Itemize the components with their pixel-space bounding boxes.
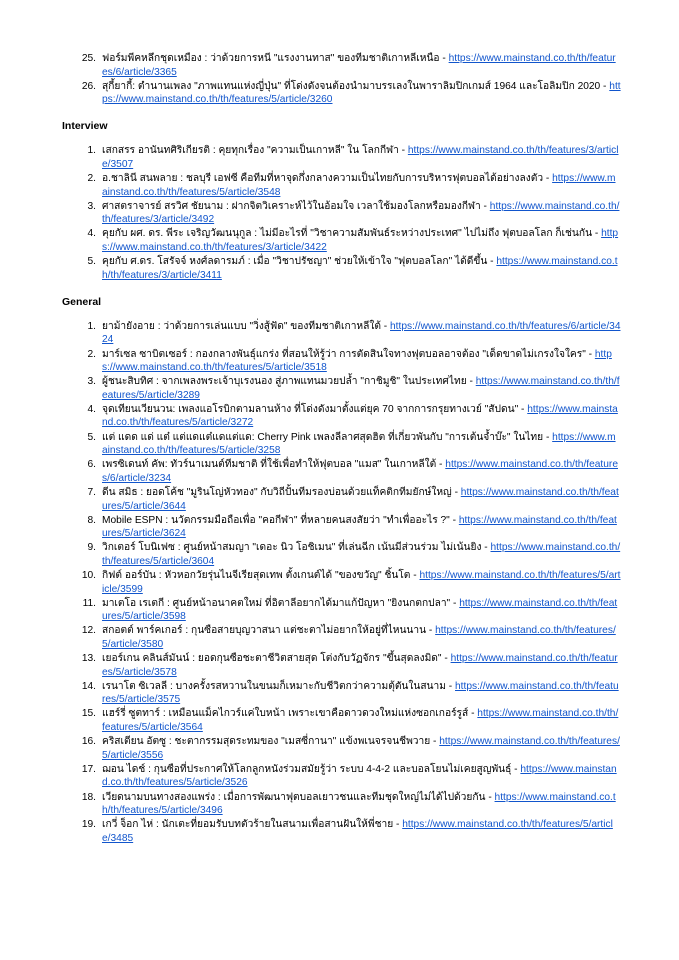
article-link[interactable]: https://www.mainstand.co.th/th/features/5/article/3604 (102, 542, 621, 567)
list-item-text: ยาม้ายังอาย : ว่าด้วยการเล่นแบบ "วิ่งสู้ฟัด" ของทีมชาติเกาหลีใต้ - (102, 320, 391, 332)
list-item-text: เกวี่ จ็อก ไห่ : นักเตะที่ยอมรับบทตัวร้ายในสนามเพื่อสานฝันให้พี่ชาย - (102, 819, 403, 831)
article-link[interactable]: https://www.mainstand.co.th/th/features/5/article/3624 (102, 514, 617, 540)
list-item-text: วิกเตอร์ โบนิเฟซ : ศูนย์หน้าสมญา "เดอะ นิว โอชิเมน" ที่เล่นฉีก เน้นมีส่วนร่วม ไม่เน้นยิง - (102, 542, 491, 554)
article-link[interactable]: https://www.mainstand.co.th/th/features/5/article/3575 (102, 680, 619, 706)
article-link[interactable]: https://www.mainstand.co.th/th/features/6/article/3234 (102, 459, 618, 484)
list-item-number: 5. (87, 256, 96, 268)
list-item-content (102, 707, 621, 734)
list-item (62, 735, 621, 762)
list-item (62, 80, 621, 107)
list-item-content (102, 348, 621, 375)
list-item-number: 18. (81, 791, 96, 803)
list-item-content (102, 144, 621, 171)
section-spacer (62, 283, 621, 296)
list-item-text: เรนาโต ซิเวลลี : บางครั้งรสหวานในขนมก็เหมาะกับชีวิตกว่าความตุ้ตันในสนาม - (102, 680, 456, 692)
list-item-number: 11. (82, 597, 96, 609)
list-item-content (102, 818, 621, 845)
list-item-text: ดีน สมิธ : ยอดโค้ช "มูรินโญ่หัวทอง" กับวิถีปั้นทีมรองบ่อนด้วยแท็คติกทีมยักษ์ใหญ่ - (102, 486, 461, 498)
list-item-text: จุดเทียนเวียนวน: เพลงแอโรบิกตามลานห้าง ที่โด่งดังมาตั้งแต่ยุค 70 จากการกรุยทางเวย์ "สัปดน" - (102, 403, 528, 415)
interview-list (62, 144, 621, 282)
list-item-content (102, 680, 621, 707)
list-item (62, 200, 621, 227)
list-item (62, 569, 621, 596)
list-item-number: 1. (87, 145, 96, 157)
list-item-content (102, 375, 621, 402)
list-item-number: 1. (87, 320, 96, 332)
list-item (62, 431, 621, 458)
list-item-number: 3. (87, 200, 96, 212)
list-item (62, 707, 621, 734)
list-item-text: ฟอร์มพีคหลึกชุดเหมือง : ว่าด้วยการหนี "แรงงานทาส" ของทีมชาติเกาหลีเหนือ - (102, 53, 449, 64)
list-item-content (102, 227, 621, 254)
list-item-number: 2. (87, 173, 96, 185)
list-item-content (102, 80, 621, 107)
list-item-content (102, 514, 621, 541)
list-item-text: เยอร์เกน คลินส์มันน์ : ยอดกุนซือชะตาชีวิตสายสุด โต่งกับวัฏจักร "ขึ้นสุดลงมิด" - (102, 653, 451, 665)
list-item-content (102, 791, 621, 818)
continued-numbered-list (62, 52, 621, 107)
list-item-content (102, 172, 621, 199)
article-link[interactable]: https://www.mainstand.co.th/th/features/5/article/3548 (102, 173, 616, 198)
list-item (62, 458, 621, 485)
list-item-number: 26. (81, 80, 96, 92)
list-item-text: มาเตโอ เรเตกี : ศูนย์หน้าอนาคตใหม่ ที่อิตาลีอยากได้มาแก้ปัญหา "ยิงนกตกปลา" - (102, 597, 460, 609)
section-heading-general: General (62, 295, 102, 308)
list-item (62, 255, 621, 282)
article-link[interactable]: https://www.mainstand.co.th/th/features/5/article/3485 (102, 819, 613, 844)
list-item (62, 818, 621, 845)
section-spacer (62, 133, 621, 144)
list-item-content (102, 597, 621, 624)
list-item-content (102, 569, 621, 596)
list-item-content (102, 403, 621, 430)
list-item-text: สุกี้ยากี้: ตำนานเพลง "ภาพแทนแห่งญี่ปุ่น" ที่โด่งดังจนต้องนำมาบรรเลงในพาราลิมปิกเกมส์ 1964 และโอลิมปิก 2020 - (102, 80, 610, 92)
list-item-number: 16. (81, 736, 96, 748)
list-item (62, 227, 621, 254)
list-item-number: 7. (87, 486, 96, 498)
article-link[interactable]: https://www.mainstand.co.th/th/features/5/article/3258 (102, 431, 616, 457)
list-item-text: เวียดนามบนทางสองแพร่ง : เมื่อการพัฒนาฟุตบอลเยาวชนและทีมชุดใหญ่ไม่ได้ไปด้วยกัน - (102, 791, 495, 803)
article-link[interactable]: https://www.mainstand.co.th/th/features/5/article/3578 (102, 653, 618, 678)
article-link[interactable]: https://www.mainstand.co.th/th/features/5/article/3580 (102, 625, 616, 650)
article-link[interactable]: https://www.mainstand.co.th/th/features/5/article/3644 (102, 486, 619, 512)
list-item-content (102, 52, 621, 79)
list-item-number: 15. (81, 708, 96, 720)
general-list (62, 320, 621, 846)
article-link[interactable]: https://www.mainstand.co.th/th/features/5/article/3564 (102, 708, 619, 734)
list-item (62, 652, 621, 679)
list-item-number: 12. (81, 625, 96, 637)
article-link[interactable]: https://www.mainstand.co.th/th/features/5/article/3496 (102, 791, 616, 817)
list-item-number: 3. (87, 376, 96, 388)
list-item-number: 4. (87, 403, 96, 415)
article-link[interactable]: https://www.mainstand.co.th/th/features/5/article/3518 (102, 348, 612, 374)
list-item-content (102, 735, 621, 762)
article-link[interactable]: https://www.mainstand.co.th/th/features/3/article/3411 (102, 256, 618, 281)
list-item-text: แฮร์รี่ ซูตทาร์ : เหมือนแม็คไกวร์แค่ใบหน้า เพราะเขาคือดาวดวงใหม่แห่งซอกเกอร์รูส์ - (102, 708, 478, 720)
list-item-number: 17. (81, 763, 96, 775)
list-item-text: อ.ชาลินี สนพลาย : ชลบุรี เอฟซี คือทีมที่หาจุดกึ่งกลางความเป็นไทยกับการบริหารฟุตบอลได้อย่างลงตัว - (102, 173, 553, 185)
article-link[interactable]: https://www.mainstand.co.th/th/features/6/article/3424 (102, 320, 621, 346)
list-item-text: Mobile ESPN : นวัตกรรมมือถือเพื่อ "คอกีฬา" ที่หลายคนสงสัยว่า "ทำเพื่ออะไร ?" - (102, 514, 459, 526)
list-item-text: มาร์เซล ซาบิตเซอร์ : กองกลางพันธุ์แกร่ง ที่สอนให้รู้ว่า การตัดสินใจทางฟุตบอลอาจต้อง "เด็ดขาดไม่เกรงใจใคร" - (102, 348, 595, 360)
article-link[interactable]: https://www.mainstand.co.th/th/features/3/article/3507 (102, 145, 619, 170)
list-item-number: 14. (81, 680, 96, 692)
list-item-text: แต่ แดด แด่ แต๋ แต่แดแต๋แดแต่แด: Cherry Pink เพลงลีลาศสุดฮิต ที่เกี่ยวพันกับ "การเต้นจ้ำบ๊ะ" ในไทย - (102, 431, 553, 443)
list-item-content (102, 486, 621, 513)
list-item (62, 403, 621, 430)
list-item (62, 486, 621, 513)
list-item-content (102, 652, 621, 679)
article-link[interactable]: https://www.mainstand.co.th/th/features/6/article/3365 (102, 53, 616, 78)
list-item-number: 2. (87, 348, 96, 360)
list-item-text: คุยกับ ศ.ดร. โสรัจจ์ หงศ์ลดารมภ์ : เมื่อ "วิชาปรัชญา" ช่วยให้เข้าใจ "ฟุตบอลโลก" ได้ดีขึ้น - (102, 256, 497, 268)
list-item-text: ศาสตราจารย์ สรวิศ ชัยนาม : ฝากจิตวิเคราะห์ไว้ในอ้อมใจ เวลาใช้มองโลกหรือมองกีฬา - (102, 200, 490, 212)
list-item-text: คริสเตียน อัตซู : ชะตากรรมสุดระทมของ "เมสซี่กานา" แข้งพเนจรจนชีพวาย - (102, 736, 440, 748)
list-item-content (102, 255, 621, 282)
list-item-content (102, 458, 621, 485)
list-item-number: 25. (81, 53, 96, 64)
list-item-content (102, 541, 621, 568)
list-item-text: เสกสรร อานันทศิริเกียรติ : คุยทุกเรื่อง "ความเป็นเกาหลี" ใน โลกกีฬา - (102, 145, 408, 157)
list-item-number: 6. (87, 459, 96, 471)
list-item-number: 5. (87, 431, 96, 443)
list-item-content (102, 200, 621, 227)
list-item-text: เพรซิเดนท์ คัพ: ทัวร์นาเมนต์ทีมชาติ ที่ใช้เพื่อทำให้ฟุตบอล "แมส" ในเกาหลีใต้ - (102, 459, 446, 471)
list-item (62, 320, 621, 347)
list-item-number: 10. (81, 570, 96, 581)
section-heading-interview: Interview (62, 120, 108, 133)
list-item-number: 9. (87, 542, 96, 554)
list-item-content (102, 431, 621, 458)
list-item (62, 52, 621, 79)
list-item (62, 624, 621, 651)
article-link[interactable]: https://www.mainstand.co.th/th/features/5/article/3272 (102, 403, 618, 429)
list-item (62, 144, 621, 171)
list-item-number: 19. (81, 819, 96, 831)
section-spacer (62, 309, 621, 320)
list-item (62, 680, 621, 707)
list-item-text: ฌอน ไดช์ : กุนซือที่ประกาศให้โลกลูกหนังร่วมสมัยรู้ว่า ระบบ 4-4-2 และบอลโยนไม่เคยสูญพันธุ์ - (102, 763, 521, 775)
list-item (62, 172, 621, 199)
section-spacer (62, 107, 621, 120)
list-item (62, 375, 621, 402)
list-item-content (102, 320, 621, 347)
article-link[interactable]: https://www.mainstand.co.th/th/features/5/article/3526 (102, 763, 617, 789)
list-item-text: ผู้ชนะสิบทิศ : จากเพลงพระเจ้าบุเรงนอง สู่ภาพแทนมวยปล้ำ "กาชิมูชิ" ในประเทศไทย - (102, 376, 476, 388)
list-item-content (102, 624, 621, 651)
list-item (62, 348, 621, 375)
list-item-number: 8. (87, 514, 96, 526)
list-item-number: 13. (81, 653, 96, 665)
list-item-text: สกอตต์ พาร์คเกอร์ : กุนซือสายบุญวาสนา แต่ชะตาไม่อยากให้อยู่ที่ไหนนาน - (102, 625, 436, 637)
list-item (62, 763, 621, 790)
article-link[interactable]: https://www.mainstand.co.th/th/features/5/article/3260 (102, 80, 621, 106)
list-item-content (102, 763, 621, 790)
list-item-text: คุยกับ ผศ. ดร. พีระ เจริญวัฒนนุกูล : ไม่มีอะไรที่ "วิชาความสัมพันธ์ระหว่างประเทศ" ไปไม่ถึง ฟุตบอลโลก ก็เช่นกัน - (102, 228, 602, 240)
list-item-text: กิฟต์ ออร์บัน : หัวหอกวัยรุ่นไนจีเรียสุดเทพ ตั้งเกนต์ได้ "ของขวัญ" ชิ้นโต - (102, 570, 420, 581)
list-item (62, 514, 621, 541)
article-link[interactable]: https://www.mainstand.co.th/th/features/3/article/3492 (102, 200, 620, 226)
article-link[interactable]: https://www.mainstand.co.th/th/features/5/article/3598 (102, 597, 618, 623)
article-link[interactable]: https://www.mainstand.co.th/th/features/5/article/3599 (102, 570, 621, 595)
article-link[interactable]: https://www.mainstand.co.th/th/features/3/article/3422 (102, 228, 619, 254)
list-item (62, 597, 621, 624)
list-item-number: 4. (87, 228, 96, 240)
article-link[interactable]: https://www.mainstand.co.th/th/features/5/article/3556 (102, 736, 620, 761)
article-link[interactable]: https://www.mainstand.co.th/th/features/5/article/3289 (102, 376, 620, 401)
list-item (62, 541, 621, 568)
list-item (62, 791, 621, 818)
